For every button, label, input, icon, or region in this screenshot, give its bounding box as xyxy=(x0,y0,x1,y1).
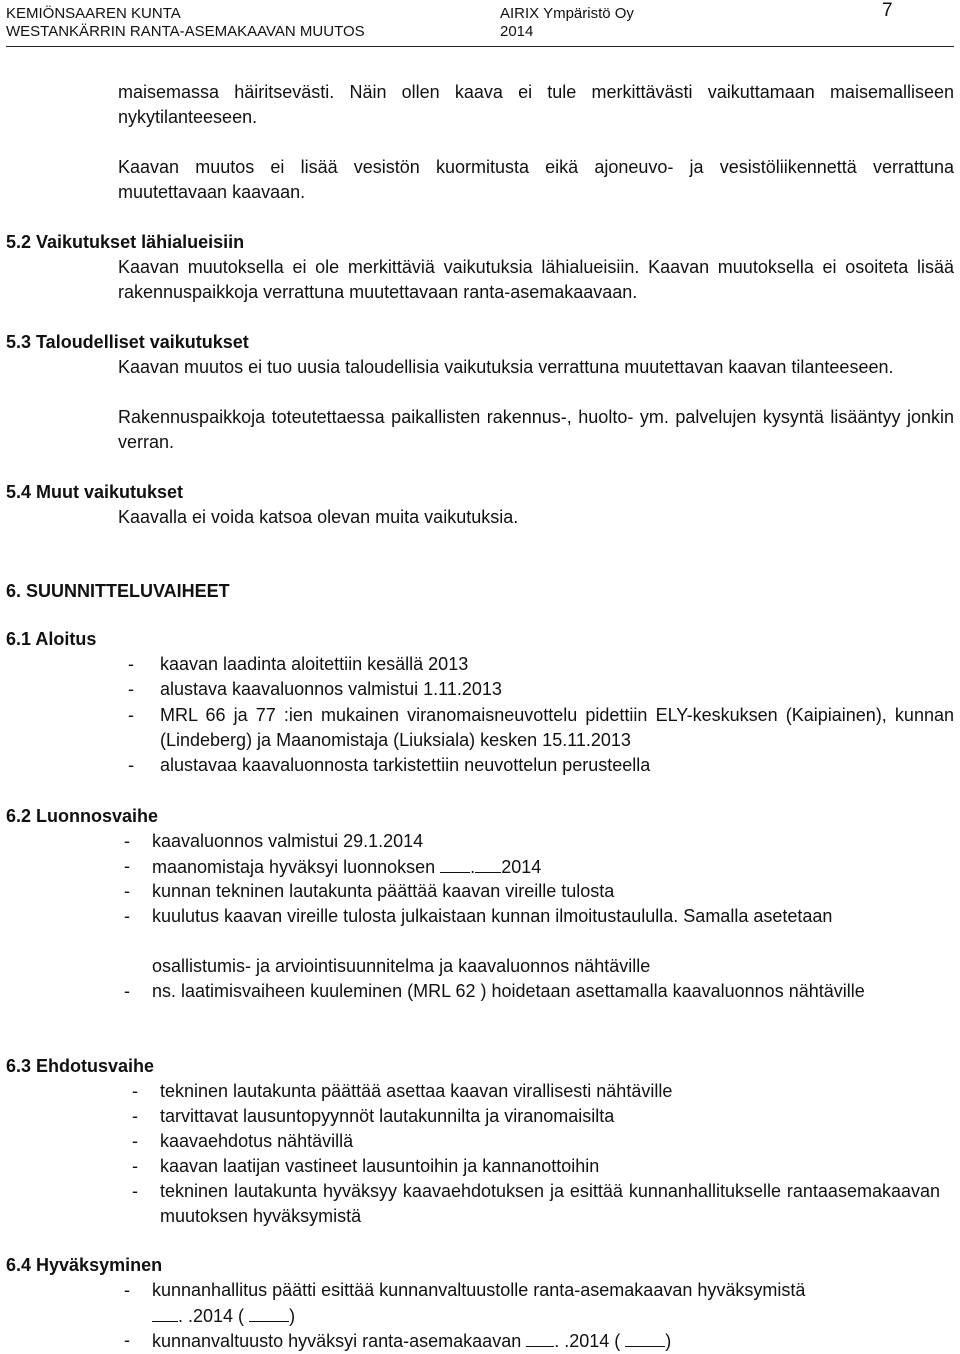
list-item: kuulutus kaavan vireille tulosta julkaistaan kunnan ilmoitustaululla. Samalla asetetaan xyxy=(152,906,833,926)
list-dash: - xyxy=(132,1156,138,1176)
list-dash: - xyxy=(128,679,134,699)
date-and-ref: . .2014 ( xyxy=(554,1331,621,1351)
header-year: 2014 xyxy=(500,23,534,40)
section-5-3-text-2: Rakennuspaikkoja toteutettaessa paikallisten rakennus-, huolto- ym. palvelujen kysyntä lisääntyy jonkin verran. xyxy=(118,407,954,452)
list-dash: - xyxy=(124,1280,130,1300)
list-dash: - xyxy=(124,906,130,926)
reference-close: ) xyxy=(665,1331,672,1351)
date-and-ref: . .2014 ( xyxy=(178,1306,245,1326)
list-item xyxy=(152,1328,954,1354)
section-5-4-heading: 5.4 Muut vaikutukset xyxy=(6,482,184,502)
date-blank xyxy=(526,1328,554,1347)
list-item: tekninen lautakunta hyväksyy kaavaehdotuksen ja esittää kunnanhallitukselle rantaasemakaavan muutoksen hyväksymistä xyxy=(160,1181,940,1226)
section-5-3-text-1: Kaavan muutos ei tuo uusia taloudellisia vaikutuksia verrattuna muutettavan kaavan tilanteeseen. xyxy=(118,357,894,377)
date-blank xyxy=(475,854,501,873)
list-dash: - xyxy=(132,1181,138,1201)
intro-paragraph-2: Kaavan muutos ei lisää vesistön kuormitusta eikä ajoneuvo- ja vesistöliikennettä verrattuna muutettavaan kaavaan. xyxy=(118,157,954,202)
list-item xyxy=(152,854,954,880)
header-project: WESTANKÄRRIN RANTA-ASEMAKAAVAN MUUTOS xyxy=(6,23,365,40)
list-item: tekninen lautakunta päättää asettaa kaavan virallisesti nähtäville xyxy=(160,1081,673,1101)
list-dash: - xyxy=(124,981,130,1001)
list-item: kaavaluonnos valmistui 29.1.2014 xyxy=(152,831,424,851)
reference-close: ) xyxy=(289,1306,296,1326)
list-dash: - xyxy=(128,755,134,775)
list-item-text: maanomistaja hyväksyi luonnoksen xyxy=(152,857,436,877)
list-dash: - xyxy=(132,1081,138,1101)
header-divider xyxy=(6,46,954,47)
list-dash: - xyxy=(132,1106,138,1126)
list-item: kaavaehdotus nähtävillä xyxy=(160,1131,354,1151)
date-year: 2014 xyxy=(501,857,542,877)
reference-blank xyxy=(249,1303,289,1322)
section-6-3-heading: 6.3 Ehdotusvaihe xyxy=(6,1056,155,1076)
list-item-text: kunnanvaltuusto hyväksyi ranta-asemakaavan xyxy=(152,1331,522,1351)
list-item: ns. laatimisvaiheen kuuleminen (MRL 62 ) hoidetaan asettamalla kaavaluonnos nähtäville xyxy=(152,981,865,1001)
list-item: kaavan laatijan vastineet lausuntoihin ja kannanottoihin xyxy=(160,1156,600,1176)
section-6-4-heading: 6.4 Hyväksyminen xyxy=(6,1255,163,1275)
date-separator: . xyxy=(470,857,476,877)
list-dash: - xyxy=(124,856,130,876)
header-org: KEMIÖNSAAREN KUNTA xyxy=(6,5,181,22)
list-item: tarvittavat lausuntopyynnöt lautakunnilta ja viranomaisilta xyxy=(160,1106,615,1126)
section-6-heading: 6. SUUNNITTELUVAIHEET xyxy=(6,581,230,601)
section-5-3-heading: 5.3 Taloudelliset vaikutukset xyxy=(6,332,249,352)
intro-paragraph-1: maisemassa häiritsevästi. Näin ollen kaava ei tule merkittävästi vaikuttamaan maisemalliseen nykytilanteeseen. xyxy=(118,82,954,127)
section-5-2-text: Kaavan muutoksella ei ole merkittäviä vaikutuksia lähialueisiin. Kaavan muutoksella ei osoiteta lisää rakennuspaikkoja verrattuna muutettavaan ranta-asemakaavaan. xyxy=(118,257,954,302)
section-5-2-heading: 5.2 Vaikutukset lähialueisiin xyxy=(6,232,245,252)
page-number: 7 xyxy=(882,0,893,21)
section-6-1-heading: 6.1 Aloitus xyxy=(6,629,97,649)
list-item: MRL 66 ja 77 :ien mukainen viranomaisneuvottelu pidettiin ELY-keskuksen (Kaipiainen), kunnan (Lindeberg) ja Maanomistaja (Liuksiala) kesken 15.11.2013 xyxy=(160,705,954,750)
list-item: kaavan laadinta aloitettiin kesällä 2013 xyxy=(160,654,469,674)
section-5-4-text: Kaavalla ei voida katsoa olevan muita vaikutuksia. xyxy=(118,507,519,527)
reference-blank xyxy=(625,1328,665,1347)
list-dash: - xyxy=(128,705,134,725)
list-dash: - xyxy=(124,831,130,851)
list-item-continuation xyxy=(152,1303,954,1329)
list-dash: - xyxy=(124,881,130,901)
list-dash: - xyxy=(132,1131,138,1151)
list-item: alustavaa kaavaluonnosta tarkistettiin neuvottelun perusteella xyxy=(160,755,651,775)
list-item-continuation: osallistumis- ja arviointisuunnitelma ja kaavaluonnos nähtäville xyxy=(152,956,651,976)
date-blank xyxy=(440,854,470,873)
header-company: AIRIX Ympäristö Oy xyxy=(500,5,634,22)
list-item: kunnanhallitus päätti esittää kunnanvaltuustolle ranta-asemakaavan hyväksymistä xyxy=(152,1280,806,1300)
list-dash: - xyxy=(128,654,134,674)
date-blank xyxy=(152,1303,178,1322)
list-dash: - xyxy=(124,1330,130,1350)
section-6-2-heading: 6.2 Luonnosvaihe xyxy=(6,806,159,826)
list-item: alustava kaavaluonnos valmistui 1.11.2013 xyxy=(160,679,502,699)
list-item: kunnan tekninen lautakunta päättää kaavan vireille tulosta xyxy=(152,881,615,901)
